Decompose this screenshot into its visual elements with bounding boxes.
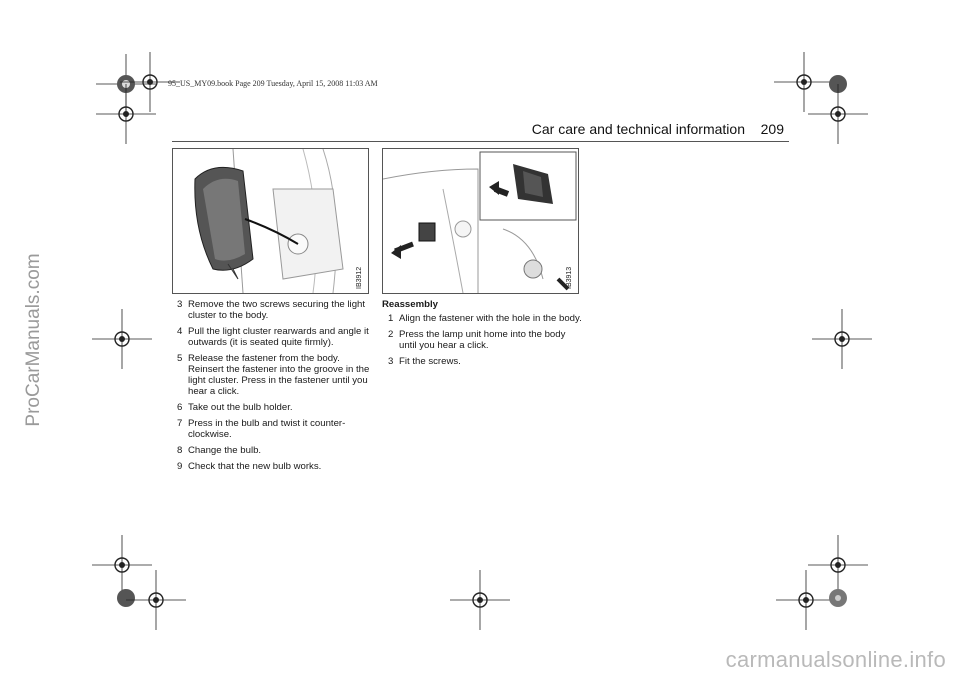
light-cluster-illustration [173, 149, 368, 293]
removal-steps [177, 299, 377, 477]
registration-mark-upper-left [96, 84, 156, 144]
print-header: 95_US_MY09.book Page 209 Tuesday, April 15, 2008 11:03 AM [168, 79, 378, 88]
footer-watermark: carmanualsonline.info [725, 647, 946, 672]
reassembly-section [382, 299, 582, 372]
registration-mark-mid-left [92, 309, 152, 369]
step-item: 8 Change the bulb. [177, 445, 262, 456]
header-rule [172, 141, 789, 142]
fastener-illustration [383, 149, 578, 293]
step-item: 2 Press the lamp unit home into the body until you hear a click. [388, 329, 566, 351]
step-item: 7 Press in the bulb and twist it counter-clockwise. [177, 418, 346, 440]
registration-mark-bottom-right-3 [808, 568, 868, 628]
step-item: 1 Align the fastener with the hole in the body. [388, 313, 582, 324]
registration-mark-upper-right [808, 84, 868, 144]
step-item: 6 Take out the bulb holder. [177, 402, 293, 413]
figure-label: IB3913 [566, 266, 573, 289]
registration-mark-bottom-center [450, 570, 510, 630]
section-title: Car care and technical information [531, 121, 745, 137]
figure-fastener-reassembly [382, 148, 579, 294]
step-item: 3 Fit the screws. [388, 356, 461, 367]
figure-light-cluster-removal [172, 148, 369, 294]
reassembly-heading: Reassembly [382, 299, 438, 310]
registration-mark-mid-right [812, 309, 872, 369]
figure-label: IB3912 [356, 266, 363, 289]
step-item: 4 Pull the light cluster rearwards and angle it outwards (it is seated quite firmly). [177, 326, 369, 348]
step-item: 5 Release the fastener from the body. Reinsert the fastener into the groove in the light cluster. Press in the fastener until you hear a click. [177, 353, 370, 397]
step-item: 9 Check that the new bulb works. [177, 461, 322, 472]
registration-mark-bottom-left-3 [126, 570, 186, 630]
step-item: 3 Remove the two screws securing the light cluster to the body. [177, 299, 366, 321]
side-watermark: ProCarManuals.com [23, 253, 44, 427]
page-number: 209 [760, 121, 784, 137]
